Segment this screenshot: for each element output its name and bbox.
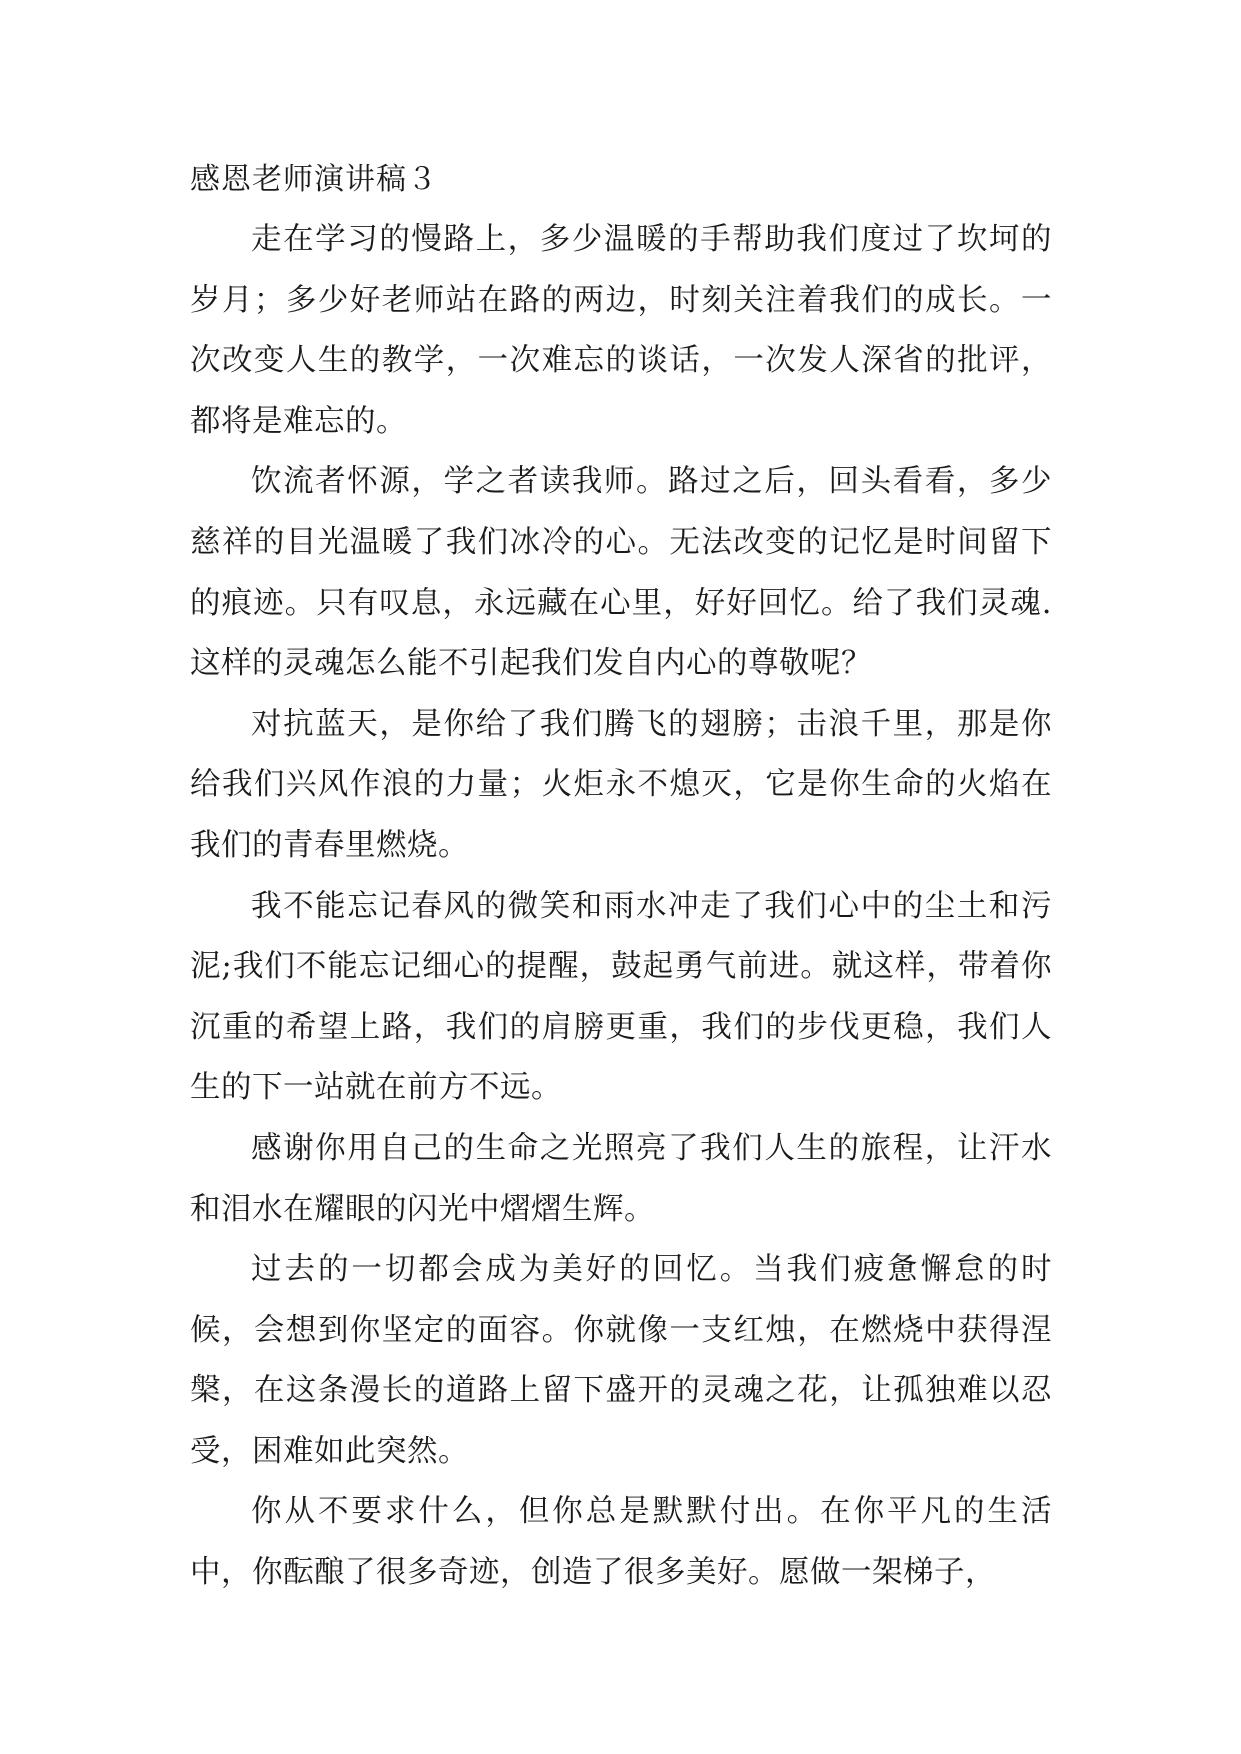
paragraph: 过去的一切都会成为美好的回忆。当我们疲惫懈怠的时候，会想到你坚定的面容。你就像一支红烛，在燃烧中获得涅槃，在这条漫长的道路上留下盛开的灵魂之花，让孤独难以忍受，困难如此突然。 xyxy=(190,1252,1052,1469)
paragraph: 我不能忘记春风的微笑和雨水冲走了我们心中的尘土和污泥;我们不能忘记细心的提醒，鼓起勇气前进。就这样，带着你沉重的希望上路，我们的肩膀更重，我们的步伐更稳，我们人生的下一站就在前方不远。 xyxy=(190,888,1052,1106)
paragraph: 饮流者怀源，学之者读我师。路过之后，回头看看，多少慈祥的目光温暖了我们冰冷的心。无法改变的记忆是时间留下的痕迹。只有叹息，永远藏在心里，好好回忆。给了我们灵魂.这样的灵魂怎么能不引起我们发自内心的尊敬呢？ xyxy=(190,464,1052,682)
document-body xyxy=(190,210,1052,1604)
paragraph: 对抗蓝天，是你给了我们腾飞的翅膀；击浪千里，那是你给我们兴风作浪的力量；火炬永不熄灭，它是你生命的火焰在我们的青春里燃烧。 xyxy=(190,706,1052,863)
paragraph: 感谢你用自己的生命之光照亮了我们人生的旅程，让汗水和泪水在耀眼的闪光中熠熠生辉。 xyxy=(190,1130,1052,1227)
document-title: 感恩老师演讲稿３ xyxy=(190,162,438,197)
paragraph: 你从不要求什么，但你总是默默付出。在你平凡的生活中，你酝酿了很多奇迹，创造了很多美好。愿做一架梯子， xyxy=(190,1494,1052,1591)
paragraph: 走在学习的慢路上，多少温暖的手帮助我们度过了坎坷的岁月；多少好老师站在路的两边，时刻关注着我们的成长。一次改变人生的教学，一次难忘的谈话，一次发人深省的批评，都将是难忘的。 xyxy=(190,222,1052,439)
